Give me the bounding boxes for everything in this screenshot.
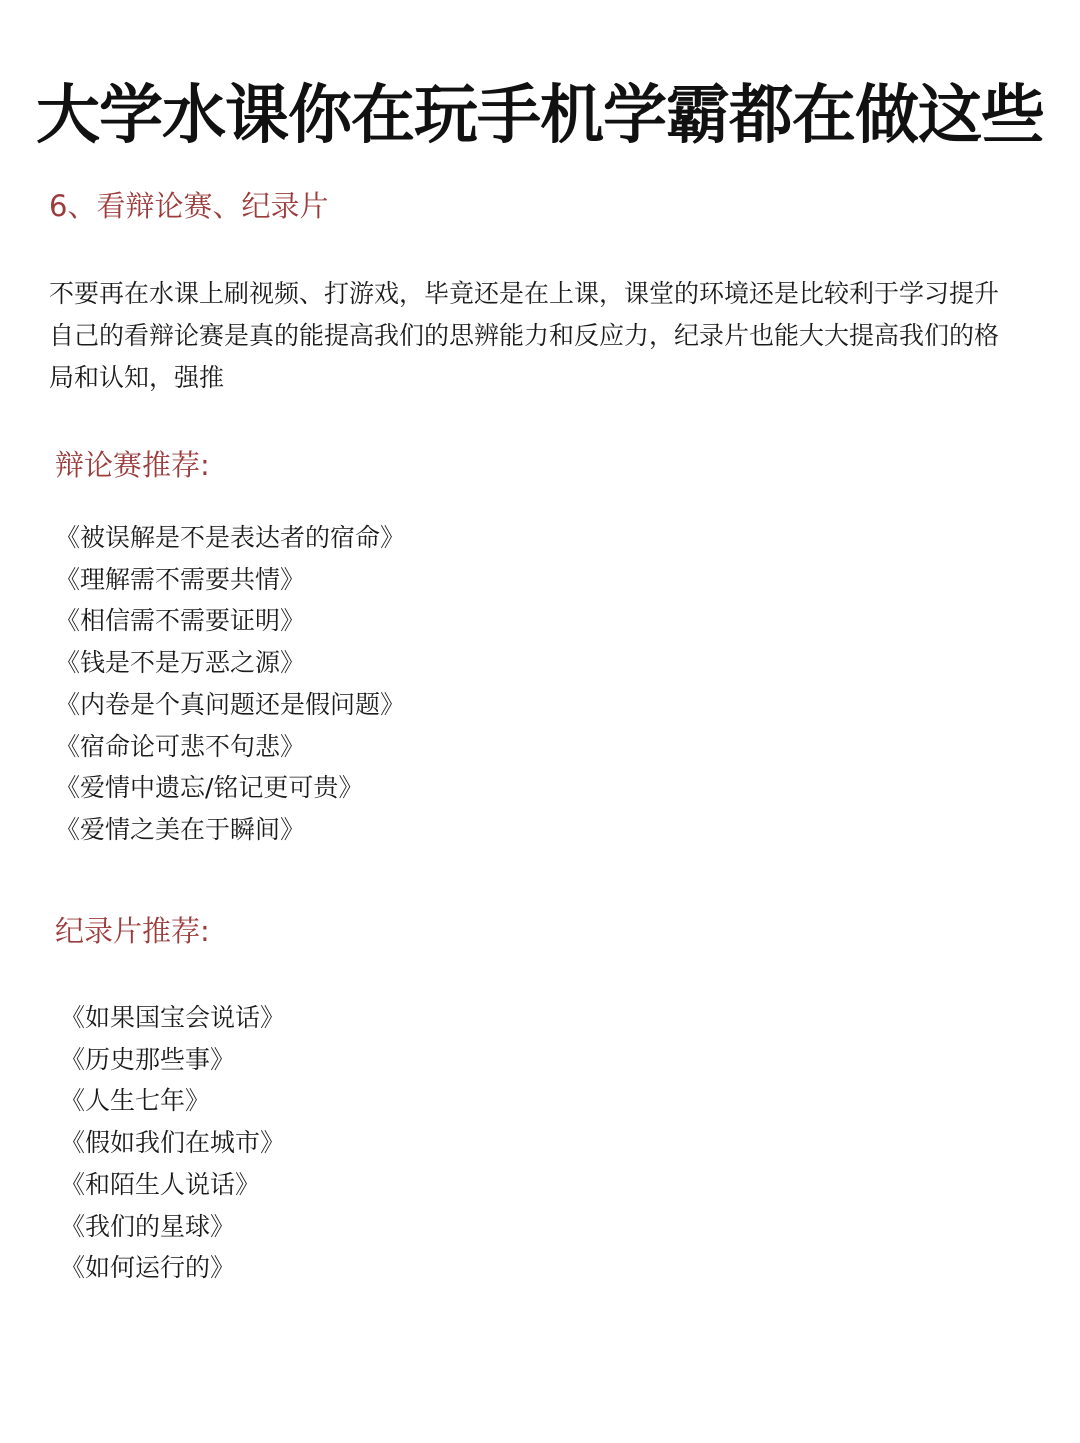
list-item: 《被误解是不是表达者的宿命》 [55,523,406,552]
section-heading: 6、看辩论赛、纪录片 [49,189,329,223]
documentary-list [60,997,285,1289]
debate-list [55,517,405,851]
debate-recommendations-heading: 辩论赛推荐: [55,448,210,482]
list-item: 《相信需不需要证明》 [55,606,306,636]
list-item: 《假如我们在城市》 [60,1128,286,1158]
documentary-recommendations-heading: 纪录片推荐: [55,914,210,948]
list-item: 《我们的星球》 [60,1211,236,1241]
list-item: 《宿命论可悲不句悲》 [55,731,306,761]
list-item: 《人生七年》 [60,1086,211,1116]
list-item: 《和陌生人说话》 [60,1169,261,1199]
list-item: 《历史那些事》 [60,1044,236,1074]
page-title: 大学水课你在玩手机学霸都在做这些 [36,77,1044,153]
intro-paragraph: 不要再在水课上刷视频、打游戏，毕竟还是在上课，课堂的环境还是比较利于学习提升自己的看辩论赛是真的能提高我们的思辨能力和反应力，纪录片也能大大提高我们的格局和认知，强推 [49,279,1000,392]
list-item: 《如何运行的》 [60,1253,236,1283]
list-item: 《钱是不是万恶之源》 [55,648,306,678]
list-item: 《爱情中遗忘/铭记更可贵》 [55,773,364,803]
list-item: 《如果国宝会说话》 [60,1003,286,1032]
list-item: 《理解需不需要共情》 [55,564,306,594]
list-item: 《爱情之美在于瞬间》 [55,814,306,844]
list-item: 《内卷是个真问题还是假问题》 [55,689,406,719]
